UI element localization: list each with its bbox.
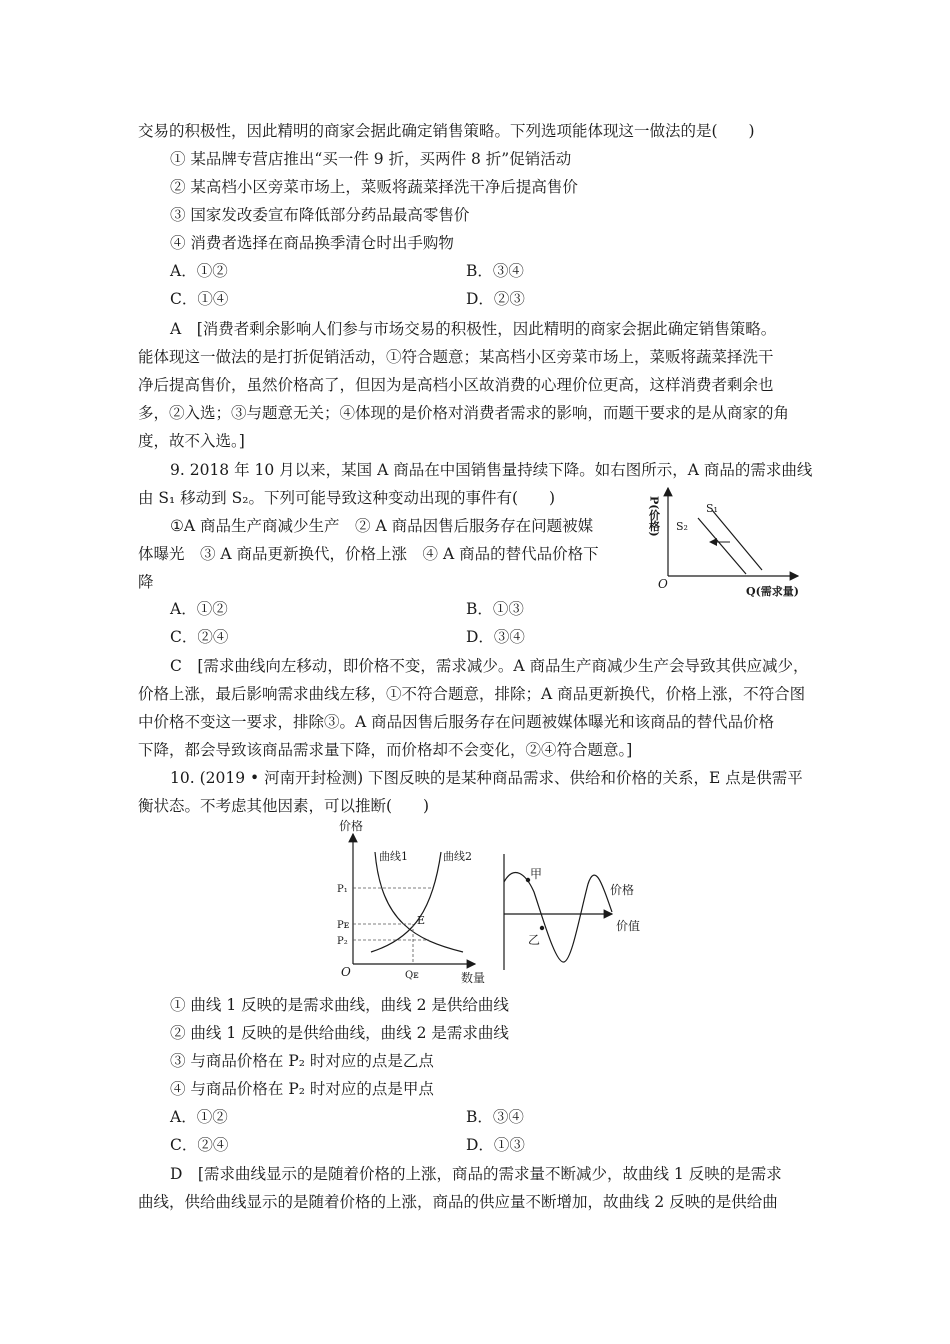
q9-items-line-3: 降 — [138, 573, 154, 591]
q8-option-c: C．①④ — [170, 290, 229, 308]
q8-answer-line-3: 净后提高售价，虽然价格高了，但因为是高档小区故消费的心理价位更高，这样消费者剩余也 — [138, 376, 774, 394]
q10-price-value-figure — [500, 844, 650, 974]
q10-item-3: ③ 与商品价格在 P₂ 时对应的点是乙点 — [170, 1052, 434, 1070]
origin-label: O — [341, 965, 351, 979]
q10-option-c: C．②④ — [170, 1136, 229, 1154]
q10-option-a: A．①② — [170, 1108, 228, 1126]
q10-item-1: ① 曲线 1 反映的是需求曲线，曲线 2 是供给曲线 — [170, 996, 509, 1014]
q8-option-a: A．①② — [170, 262, 228, 280]
q8-answer-line-5: 度，故不入选。] — [138, 432, 245, 450]
curve-1-label: 曲线1 — [379, 850, 408, 863]
q8-answer-line-1: A [消费者剩余影响人们参与市场交易的积极性，因此精明的商家会据此确定销售策略。 — [170, 320, 777, 338]
q9-answer-line-2: 价格上涨，最后影响需求曲线左移，①不符合题意，排除；A 商品更新换代，价格上涨，不符合图 — [138, 685, 806, 703]
q8-item-3: ③ 国家发改委宣布降低部分药品最高零售价 — [170, 206, 470, 224]
price-label: 价格 — [610, 883, 635, 897]
q9-answer-line-3: 中价格不变这一要求，排除③。A 商品因售后服务存在问题被媒体曝光和该商品的替代品价格 — [138, 713, 775, 731]
y-axis-label: P(价格) — [647, 496, 661, 537]
q9-stem-line-2: 由 S₁ 移动到 S₂。下列可能导致这种变动出现的事件有( ) — [138, 489, 556, 507]
q8-stem: 交易的积极性，因此精明的商家会据此确定销售策略。下列选项能体现这一做法的是( ) — [138, 122, 755, 140]
p2-label: P₂ — [337, 936, 348, 947]
q10-stem-line-1: 10. (2019 • 河南开封检测) 下图反映的是某种商品需求、供给和价格的关系，E 点是供需平 — [170, 769, 803, 787]
yi-label: 乙 — [528, 933, 541, 947]
q9-answer-line-1: C [需求曲线向左移动，即价格不变，需求减少。A 商品生产商减少生产会导致其供应减少， — [170, 657, 809, 675]
q8-option-d: D．②③ — [466, 290, 525, 308]
demand-curve-s2 — [698, 518, 746, 574]
q8-item-2: ② 某高档小区旁菜市场上，菜贩将蔬菜择洗干净后提高售价 — [170, 178, 578, 196]
q8-item-4: ④ 消费者选择在商品换季清仓时出手购物 — [170, 234, 454, 252]
q9-items-line-2: 体曝光 ③ A 商品更新换代，价格上涨 ④ A 商品的替代品价格下 — [138, 545, 599, 563]
q10-option-b: B．③④ — [466, 1108, 524, 1126]
q9-option-d: D．③④ — [466, 628, 525, 646]
q8-option-b: B．③④ — [466, 262, 524, 280]
q10-answer-line-2: 曲线，供给曲线显示的是随着价格的上涨，商品的供应量不断增加，故曲线 2 反映的是供给曲 — [138, 1193, 778, 1211]
q9-demand-shift-figure — [647, 480, 810, 600]
q9-option-a: A．①② — [170, 600, 228, 618]
x-axis-label: 数量 — [461, 971, 486, 985]
q8-answer-line-4: 多，②入选；③与题意无关；④体现的是价格对消费者需求的影响，而题干要求的是从商家的角 — [138, 404, 790, 422]
q9-items-line-1: ①A 商品生产商减少生产 ② A 商品因售后服务存在问题被媒 — [170, 517, 594, 535]
q9-option-c: C．②④ — [170, 628, 229, 646]
p1-label: P₁ — [337, 884, 348, 895]
q9-stem-line-1: 9. 2018 年 10 月以来，某国 A 商品在中国销售量持续下降。如右图所示，A 商品的需求曲线 — [170, 461, 813, 479]
q10-item-4: ④ 与商品价格在 P₂ 时对应的点是甲点 — [170, 1080, 434, 1098]
qe-label: Qᴇ — [405, 970, 419, 981]
value-label: 价值 — [616, 919, 641, 933]
curve-2-label: 曲线2 — [443, 850, 472, 863]
q10-stem-line-2: 衡状态。不考虑其他因素，可以推断( ) — [138, 797, 430, 815]
demand-curve-s1 — [712, 510, 762, 570]
e-label: E — [417, 914, 426, 927]
q9-option-b: B．①③ — [466, 600, 524, 618]
q10-supply-demand-figure — [335, 812, 505, 992]
x-axis-label: Q(需求量) — [746, 585, 799, 598]
curve-2 — [371, 852, 441, 952]
q10-option-d: D．①③ — [466, 1136, 525, 1154]
q9-answer-line-4: 下降，都会导致该商品需求量下降，而价格却不会变化，②④符合题意。] — [138, 741, 633, 759]
curve-1 — [375, 852, 463, 952]
q8-answer-line-2: 能体现这一做法的是打折促销活动，①符合题意；某高档小区旁菜市场上，菜贩将蔬菜择洗干 — [138, 348, 774, 366]
q10-answer-line-1: D [需求曲线显示的是随着价格的上涨，商品的需求量不断减少，故曲线 1 反映的是需求 — [170, 1165, 782, 1183]
point-yi — [540, 926, 544, 930]
origin-label: O — [658, 577, 668, 591]
q8-item-1: ① 某品牌专营店推出“买一件 9 折，买两件 8 折”促销活动 — [170, 150, 572, 168]
q10-item-2: ② 曲线 1 反映的是供给曲线，曲线 2 是需求曲线 — [170, 1024, 509, 1042]
pe-label: Pᴇ — [337, 920, 350, 931]
price-curve — [504, 873, 612, 963]
jia-label: 甲 — [530, 867, 543, 881]
s1-label: S₁ — [706, 502, 718, 515]
y-axis-label: 价格 — [339, 819, 364, 833]
s2-label: S₂ — [676, 520, 688, 533]
